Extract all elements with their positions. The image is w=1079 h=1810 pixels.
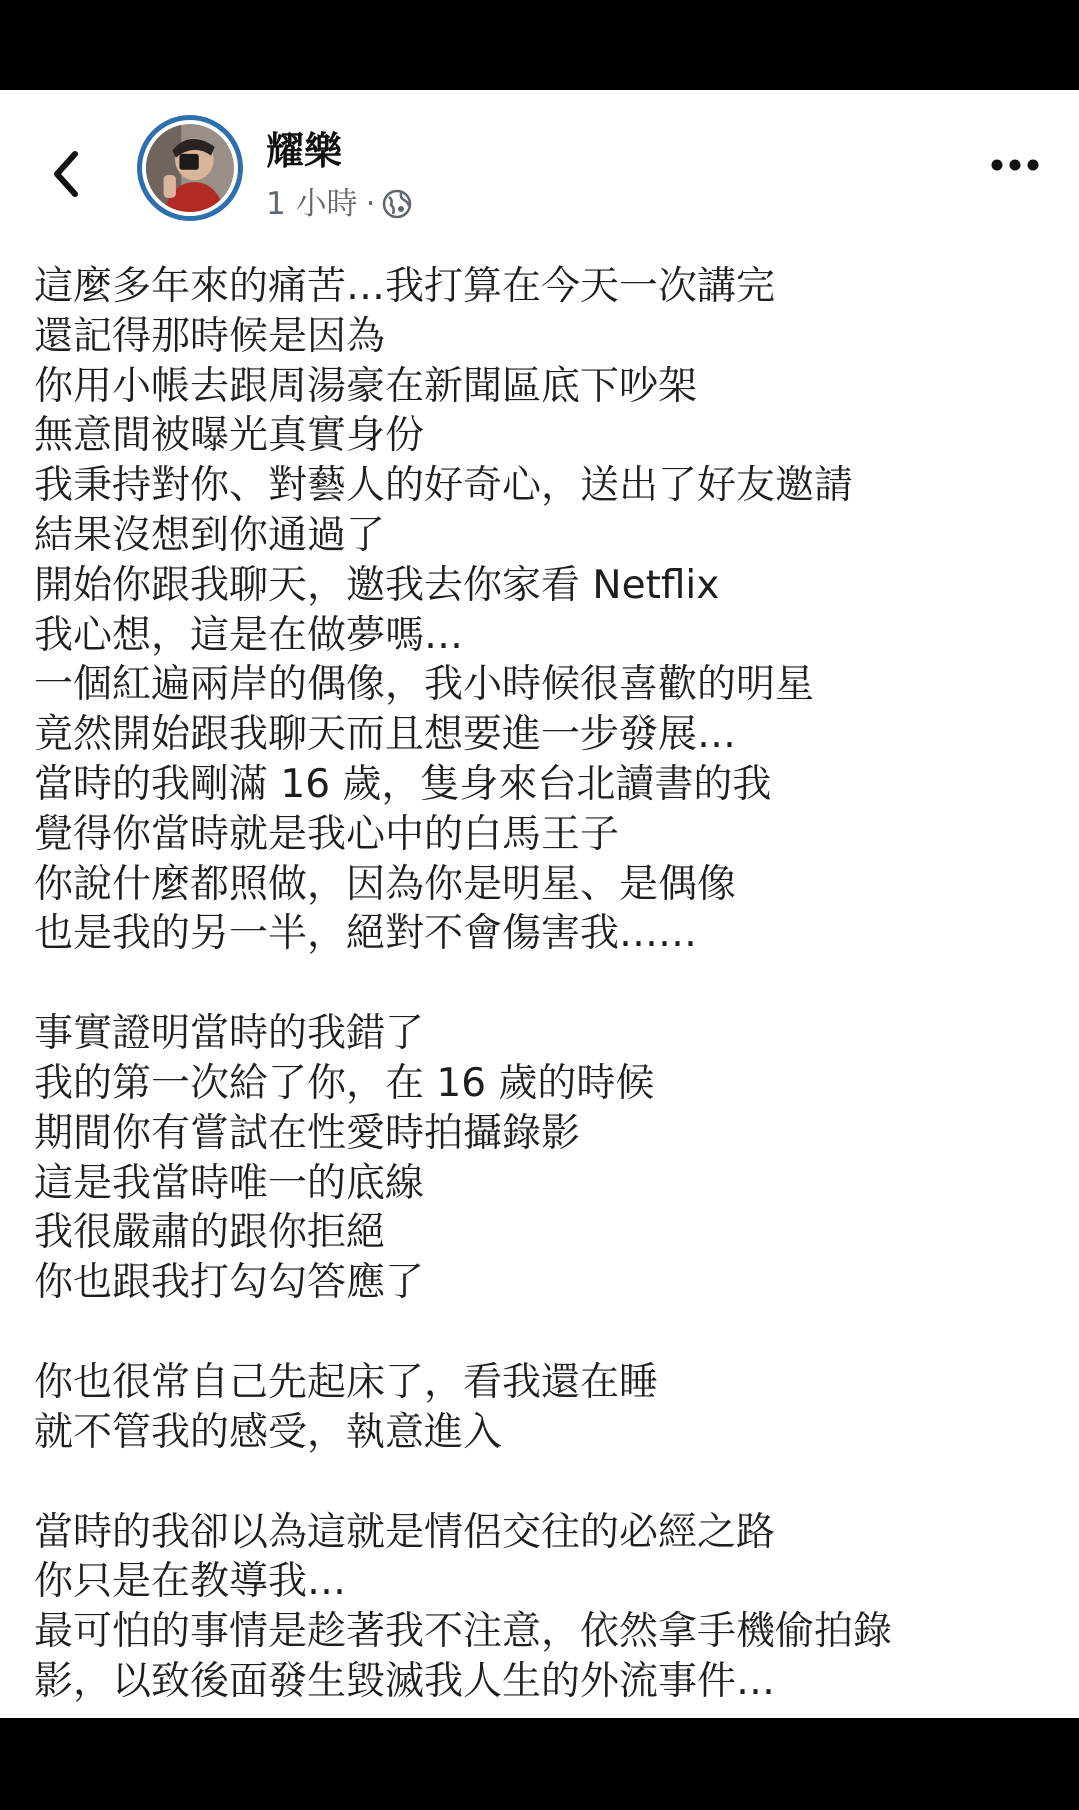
chevron-left-icon (51, 150, 81, 198)
author-name[interactable]: 耀樂 (266, 129, 343, 173)
post-line: 你也跟我打勾勾答應了 (34, 1260, 425, 1306)
post-line: 這麼多年來的痛苦…我打算在今天一次講完 (34, 264, 776, 309)
post-line: 你說什麼都照做，因為你是明星、是偶像 (34, 861, 737, 907)
post-line: 覺得你當時就是我心中的白馬王子 (34, 811, 620, 857)
post-line: 事實證明當時的我錯了 (34, 1011, 425, 1057)
post-paragraph (34, 262, 1044, 959)
post-line: 影，以致後面發生毀滅我人生的外流事件… (34, 1658, 776, 1704)
post-paragraph (34, 1358, 1044, 1458)
post-timestamp[interactable]: 1 小時 (266, 186, 358, 222)
post-line: 你用小帳去跟周湯豪在新聞區底下吵架 (34, 363, 698, 409)
post-line: 我很嚴肅的跟你拒絕 (34, 1210, 386, 1256)
post-line: 開始你跟我聊天，邀我去你家看 Netflix (34, 562, 720, 608)
post-line: 就不管我的感受，執意進入 (34, 1409, 503, 1455)
post-line: 一個紅遍兩岸的偶像，我小時候很喜歡的明星 (34, 662, 815, 708)
paragraph-gap (34, 959, 1044, 1009)
top-black-bar (0, 0, 1079, 90)
paragraph-gap (34, 1458, 1044, 1508)
paragraph-gap (34, 1308, 1044, 1358)
post-line: 結果沒想到你通過了 (34, 512, 386, 558)
post-line: 我心想，這是在做夢嗎… (34, 612, 464, 658)
post-line: 你只是在教導我… (34, 1559, 347, 1605)
post-line: 我的第一次給了你，在 16 歲的時候 (34, 1060, 655, 1106)
post-paragraph (34, 1009, 1044, 1308)
post-text (34, 262, 1044, 1707)
avatar[interactable] (137, 115, 243, 221)
post-line: 最可怕的事情是趁著我不注意，依然拿手機偷拍錄 (34, 1609, 893, 1655)
post-line: 這是我當時唯一的底線 (34, 1160, 425, 1206)
post-line: 當時的我剛滿 16 歲，隻身來台北讀書的我 (34, 761, 772, 807)
more-options-button[interactable] (980, 140, 1050, 190)
more-horizontal-icon (990, 158, 1040, 172)
post-line: 竟然開始跟我聊天而且想要進一步發展… (34, 712, 737, 758)
profile-photo (146, 124, 234, 212)
meta-separator: · (365, 186, 376, 222)
post-line: 期間你有嘗試在性愛時拍攝錄影 (34, 1110, 581, 1156)
post-line: 你也很常自己先起床了，看我還在睡 (34, 1359, 659, 1405)
post-line: 還記得那時候是因為 (34, 313, 386, 359)
post-paragraph (34, 1508, 1044, 1707)
globe-icon[interactable] (381, 188, 413, 220)
post-line: 我秉持對你、對藝人的好奇心，送出了好友邀請 (34, 463, 854, 509)
post-meta (266, 184, 413, 224)
post-line: 也是我的另一半，絕對不會傷害我…… (34, 911, 698, 957)
post-line: 當時的我卻以為這就是情侶交往的必經之路 (34, 1509, 776, 1555)
post-card (0, 90, 1079, 1718)
post-line: 無意間被曝光真實身份 (34, 413, 425, 459)
bottom-black-bar (0, 1718, 1079, 1810)
back-button[interactable] (42, 142, 90, 206)
